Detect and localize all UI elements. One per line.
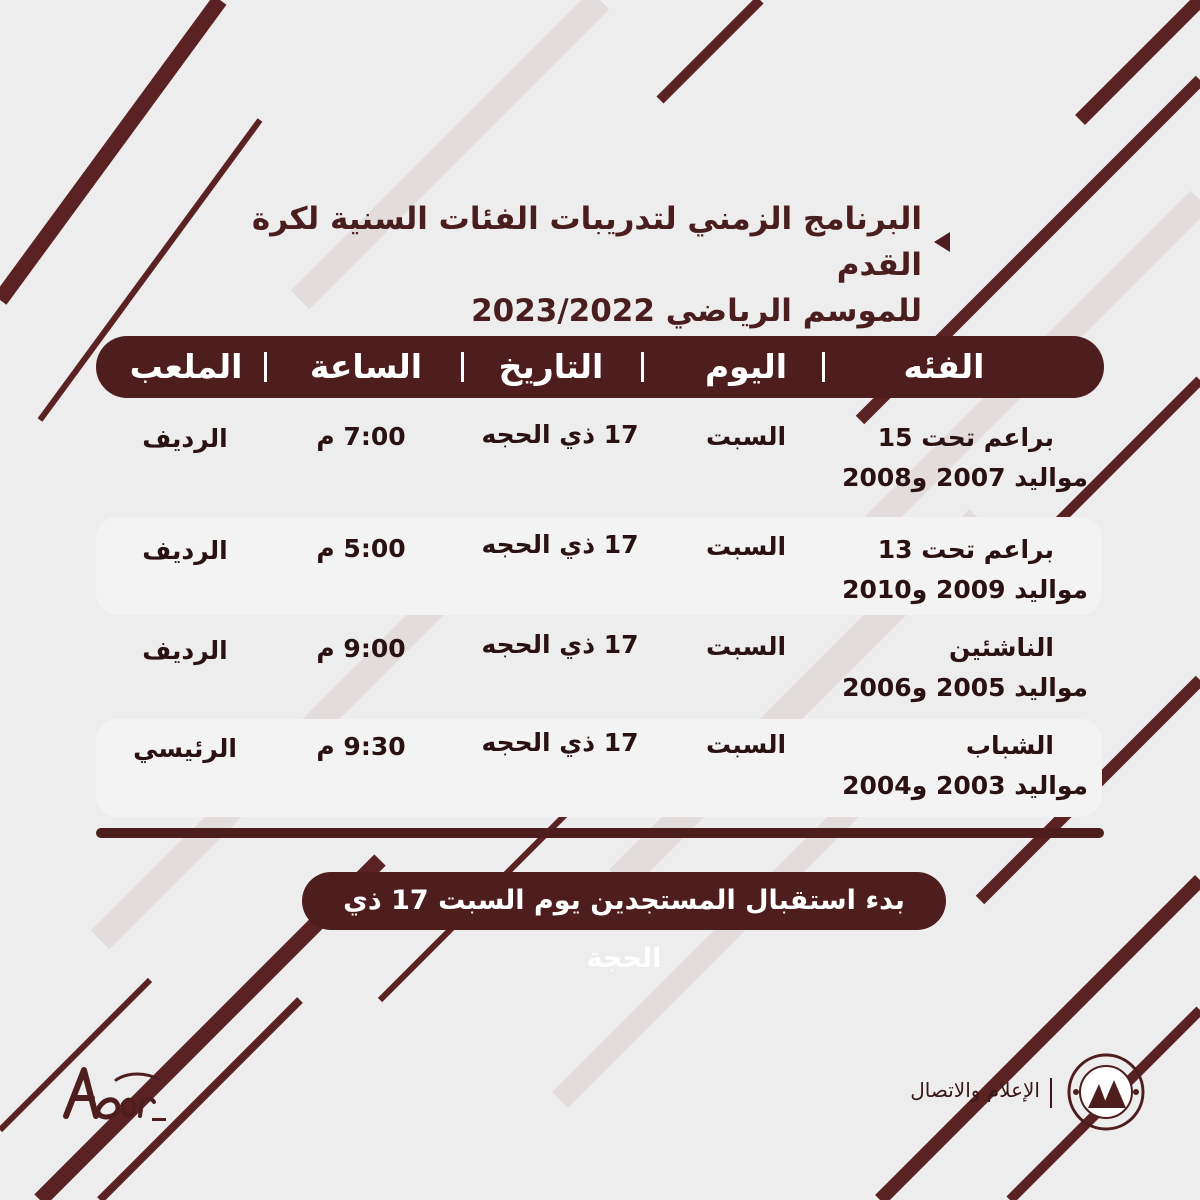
page-title xyxy=(250,196,950,334)
row-venue: الرديف xyxy=(142,424,228,453)
table-header xyxy=(96,336,1104,398)
row-time: 9:30 م xyxy=(316,732,406,761)
row-venue: الرديف xyxy=(142,536,228,565)
header-venue: الملعب xyxy=(129,347,243,386)
row-day: السبت xyxy=(705,730,787,759)
row-day: السبت xyxy=(705,532,787,561)
category-birth-years: مواليد 2005 و2006 xyxy=(842,673,1088,702)
table-bottom-divider xyxy=(96,828,1104,838)
row-time: 5:00 م xyxy=(316,534,406,563)
row-time: 7:00 م xyxy=(316,422,406,451)
row-category xyxy=(788,418,1088,498)
category-birth-years: مواليد 2007 و2008 xyxy=(842,463,1088,492)
header-separator xyxy=(461,352,464,382)
header-date: التاريخ xyxy=(498,347,604,386)
row-day: السبت xyxy=(705,632,787,661)
header-time: الساعة xyxy=(309,347,423,386)
title-arrow-icon xyxy=(934,232,950,252)
header-day: اليوم xyxy=(704,347,788,386)
row-venue: الرئيسي xyxy=(133,734,237,763)
row-time: 9:00 م xyxy=(316,634,406,663)
title-line-2: للموسم الرياضي 2023/2022 xyxy=(471,293,922,329)
row-date: 17 ذي الحجه xyxy=(481,630,639,659)
row-date: 17 ذي الحجه xyxy=(481,530,639,559)
header-separator xyxy=(641,352,644,382)
category-name: براعم تحت 13 xyxy=(877,535,1054,564)
category-name: براعم تحت 15 xyxy=(877,423,1054,452)
row-category xyxy=(788,726,1088,806)
notice-banner: بدء استقبال المستجدين يوم السبت 17 ذي الحجة xyxy=(302,872,946,930)
row-venue: الرديف xyxy=(142,636,228,665)
row-date: 17 ذي الحجه xyxy=(481,420,639,449)
category-birth-years: مواليد 2003 و2004 xyxy=(842,771,1088,800)
club-logo-icon xyxy=(1066,1052,1146,1132)
row-day: السبت xyxy=(705,422,787,451)
title-line-1: البرنامج الزمني لتدريبات الفئات السنية لكرة القدم xyxy=(251,201,922,283)
header-category: الفئه xyxy=(903,347,985,386)
header-separator xyxy=(264,352,267,382)
header-separator xyxy=(822,352,825,382)
category-name: الشباب xyxy=(965,731,1054,760)
abar-hail-logo-icon xyxy=(56,1056,176,1136)
row-date: 17 ذي الحجه xyxy=(481,728,639,757)
category-birth-years: مواليد 2009 و2010 xyxy=(842,575,1088,604)
category-name: الناشئين xyxy=(948,633,1054,662)
row-category xyxy=(788,628,1088,708)
footer-separator xyxy=(1050,1078,1052,1108)
footer-department: الإعلام والاتصال xyxy=(910,1078,1040,1102)
row-category xyxy=(788,530,1088,610)
